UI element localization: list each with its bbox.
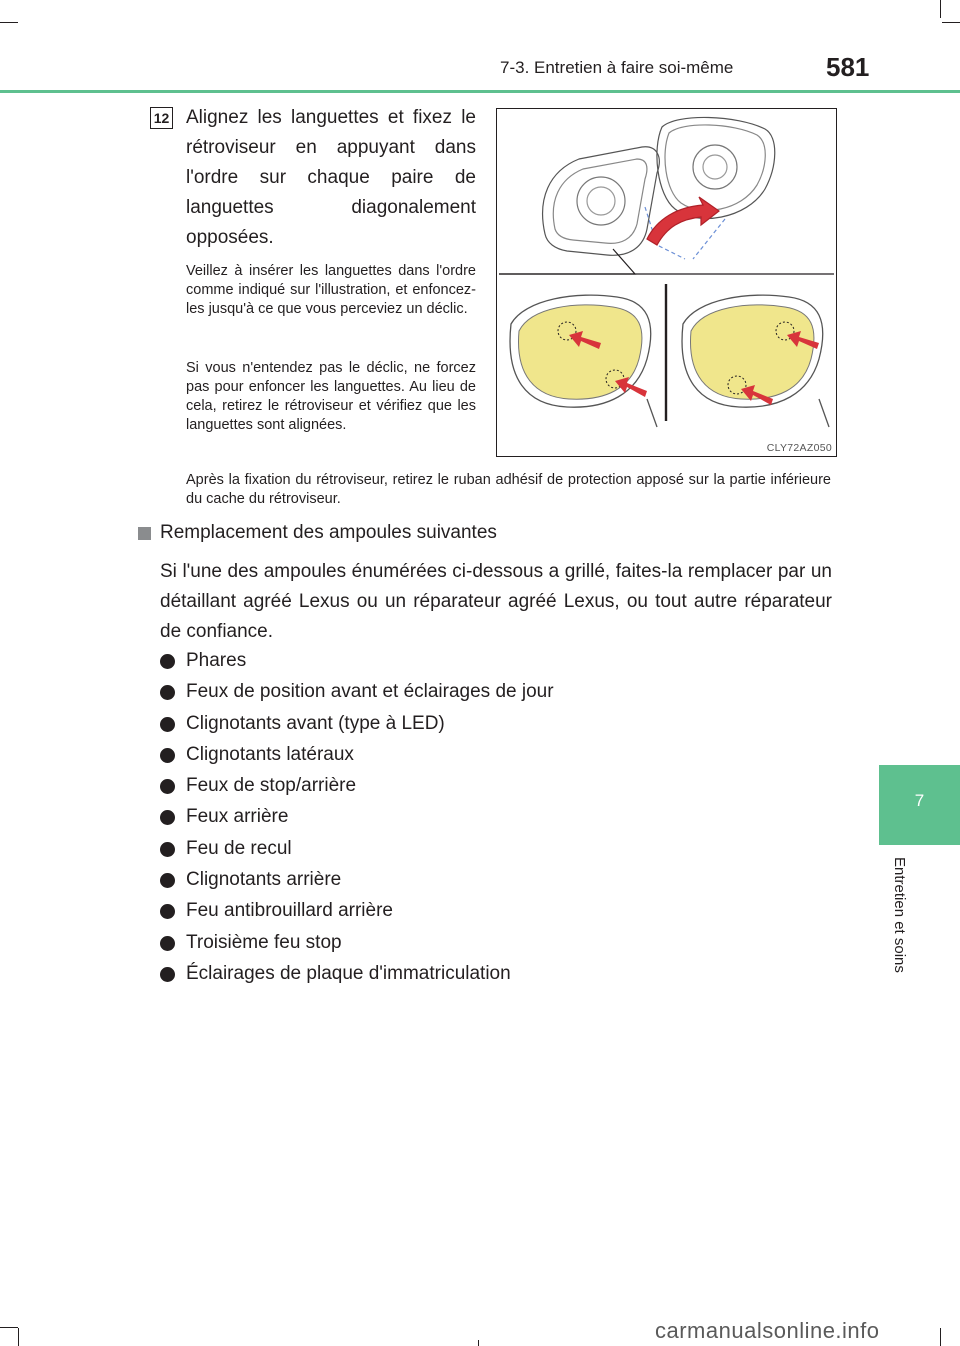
step-instruction: Alignez les languettes et fixez le rétroviseur en appuyant dans l'ordre sur chaque paire de languettes diagonalement opposées. xyxy=(186,107,476,248)
step-note: Veillez à insérer les languettes dans l'ordre comme indiqué sur l'illustration, et enfoncez-les jusqu'à ce que vous perceviez un déclic. xyxy=(186,263,476,317)
section-bullet-icon xyxy=(138,527,151,540)
list-item-label: Feux de stop/arrière xyxy=(186,775,357,797)
crop-mark xyxy=(0,1327,18,1328)
bullet-icon xyxy=(160,779,175,794)
list-item-label: Feu antibrouillard arrière xyxy=(186,900,393,922)
bullet-icon xyxy=(160,717,175,732)
mirror-glass-right xyxy=(682,295,829,427)
list-item xyxy=(160,802,554,833)
header-section-title: 7-3. Entretien à faire soi-même xyxy=(500,58,734,77)
bullet-icon xyxy=(160,873,175,888)
crop-mark xyxy=(0,22,18,23)
section-title: Remplacement des ampoules suivantes xyxy=(160,522,497,543)
bullet-icon xyxy=(160,904,175,919)
list-item xyxy=(160,896,554,927)
list-item xyxy=(160,928,554,959)
crop-mark xyxy=(18,1328,19,1346)
crop-mark xyxy=(478,1340,479,1346)
list-item xyxy=(160,959,554,990)
mirror-illustration xyxy=(496,108,837,457)
crop-mark xyxy=(940,0,941,18)
list-item-label: Troisième feu stop xyxy=(186,931,342,953)
list-item xyxy=(160,709,554,740)
list-item-label: Phares xyxy=(186,650,247,671)
step-note-after: Après la fixation du rétroviseur, retirez le ruban adhésif de protection apposé sur la partie inférieure du cache du rétroviseur. xyxy=(186,472,831,507)
bullet-icon xyxy=(160,936,175,951)
chapter-number: 7 xyxy=(914,791,925,810)
list-item-label: Clignotants avant (type à LED) xyxy=(186,712,445,734)
list-item xyxy=(160,834,554,865)
bullet-icon xyxy=(160,967,175,982)
section-intro: Si l'une des ampoules énumérées ci-dessous a grillé, faites-la remplacer par un détaillant agréé Lexus ou un réparateur agréé Lexus, ou tout autre réparateur de confiance. xyxy=(160,561,832,642)
list-item xyxy=(160,771,554,802)
list-item xyxy=(160,740,554,771)
step-number: 12 xyxy=(150,107,173,129)
watermark[interactable]: carmanualsonline.info xyxy=(655,1318,880,1343)
crop-mark xyxy=(942,22,960,23)
page-number: 581 xyxy=(826,52,870,82)
mirror-drawing xyxy=(497,109,836,456)
bullet-icon xyxy=(160,685,175,700)
list-item xyxy=(160,646,554,677)
list-item-label: Feu de recul xyxy=(186,837,292,859)
mirror-housing-drawing xyxy=(543,117,775,259)
bullet-icon xyxy=(160,748,175,763)
list-item xyxy=(160,677,554,708)
mirror-glass-left xyxy=(510,295,657,427)
bullet-icon xyxy=(160,810,175,825)
figure-code: CLY72AZ050 xyxy=(766,442,832,454)
bullet-icon xyxy=(160,842,175,857)
list-item-label: Clignotants arrière xyxy=(186,869,342,891)
list-item-label: Feux de position avant et éclairages de jour xyxy=(186,681,554,703)
list-item-label: Clignotants latéraux xyxy=(186,743,354,765)
list-item-label: Feux arrière xyxy=(186,806,289,828)
chapter-label: Entretien et soins xyxy=(891,857,908,973)
list-item-label: Éclairages de plaque d'immatriculation xyxy=(186,962,511,984)
bullet-icon xyxy=(160,654,175,669)
bulb-list xyxy=(160,646,554,990)
chapter-tab xyxy=(879,765,960,845)
list-item xyxy=(160,865,554,896)
header-rule xyxy=(0,90,960,93)
crop-mark xyxy=(940,1328,941,1346)
step-note: Si vous n'entendez pas le déclic, ne forcez pas pour enfoncer les languettes. Au lieu de cela, retirez le rétroviseur et vérifiez que les languettes sont alignées. xyxy=(186,360,476,433)
